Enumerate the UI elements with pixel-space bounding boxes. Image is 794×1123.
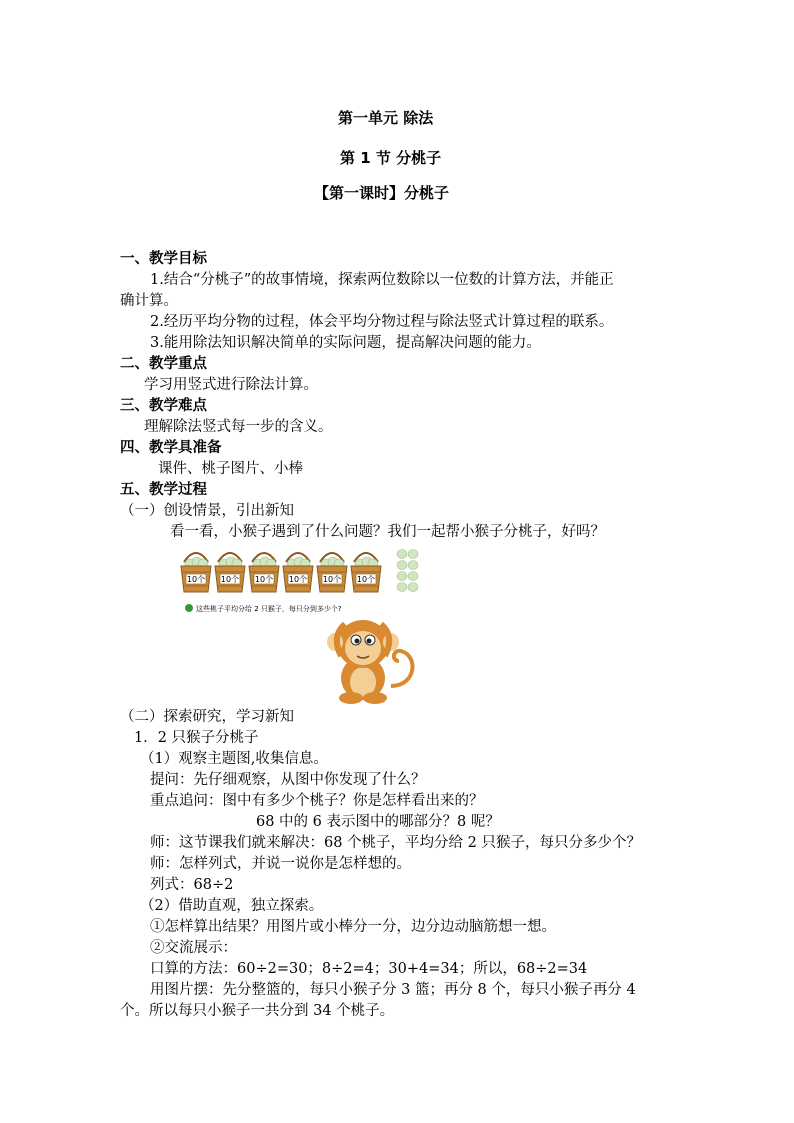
line-mental-method: 口算的方法：60÷2=30；8÷2=4；30+4=34；所以，68÷2=34 xyxy=(150,961,588,977)
line-ask: 提问：先仔细观察，从图中你发现了什么？ xyxy=(150,772,426,788)
key-point-text: 学习用竖式进行除法计算。 xyxy=(144,377,318,393)
materials-text: 课件、桃子图片、小棒 xyxy=(158,461,303,477)
figure-caption: 这些桃子平均分给 2 只猴子，每只分到多少个? xyxy=(196,605,342,613)
basket-label: 10个 xyxy=(186,575,206,584)
goal-2: 2.经历平均分物的过程，体会平均分物过程与除法竖式计算过程的联系。 xyxy=(150,314,614,330)
caption-bullet-icon xyxy=(185,604,193,612)
heading-key-point: 二、教学重点 xyxy=(120,356,207,372)
line-picture-method-1: 用图片摆：先分整篮的，每只小猴子分 3 篮；再分 8 个，每只小猴子再分 4 xyxy=(150,982,636,998)
goal-3: 3.能用除法知识解决简单的实际问题，提高解决问题的能力。 xyxy=(150,335,541,351)
heading-difficulty: 三、教学难点 xyxy=(120,398,207,414)
goal-1-line-2: 确计算。 xyxy=(120,293,178,309)
basket-label: 10个 xyxy=(220,575,240,584)
heading-process: 五、教学过程 xyxy=(120,482,207,498)
goal-1-line-1: 1.结合“分桃子”的故事情境，探索两位数除以一位数的计算方法，并能正 xyxy=(150,272,614,288)
line-formula: 列式：68÷2 xyxy=(150,877,234,893)
heading-materials: 四、教学具准备 xyxy=(120,440,222,456)
baskets-group xyxy=(181,553,381,592)
basket-icon xyxy=(249,553,279,592)
heading-teaching-goals: 一、教学目标 xyxy=(120,251,207,267)
sub-2-title: （2）借助直观，独立探索。 xyxy=(140,898,324,914)
basket-label: 10个 xyxy=(254,575,274,584)
section-title: 第 1 节 分桃子 xyxy=(340,149,442,167)
line-teacher-2: 师：怎样列式，并说一说你是怎样想的。 xyxy=(150,856,411,872)
basket-icon xyxy=(181,553,211,592)
lesson-title: 【第一课时】分桃子 xyxy=(314,184,450,202)
basket-icon xyxy=(215,553,245,592)
basket-icon xyxy=(317,553,347,592)
peach-icon xyxy=(397,550,407,559)
monkey-icon xyxy=(327,620,412,704)
line-key-question: 重点追问：图中有多少个桃子？你是怎样看出来的？ xyxy=(150,793,484,809)
sub-1-title: （1）观察主题图,收集信息。 xyxy=(140,751,328,767)
peach-icon xyxy=(408,561,418,570)
part-2-heading: （二）探索研究，学习新知 xyxy=(120,709,294,725)
line-picture-method-2: 个。所以每只小猴子一共分到 34 个桃子。 xyxy=(120,1003,395,1019)
peach-basket-illustration xyxy=(176,546,436,706)
part-1-text: 看一看，小猴子遇到了什么问题？我们一起帮小猴子分桃子，好吗？ xyxy=(170,524,605,540)
difficulty-text: 理解除法竖式每一步的含义。 xyxy=(144,419,333,435)
line-question-1: ①怎样算出结果？用图片或小棒分一分，边分边动脑筋想一想。 xyxy=(150,919,556,935)
item-1-title: 1．2 只猴子分桃子 xyxy=(134,730,259,746)
peach-icon xyxy=(408,572,418,581)
basket-label: 10个 xyxy=(322,575,342,584)
part-1-heading: （一）创设情景，引出新知 xyxy=(120,503,294,519)
basket-icon xyxy=(351,553,381,592)
loose-peaches-group xyxy=(397,550,418,592)
peach-icon xyxy=(397,561,407,570)
peach-icon xyxy=(397,572,407,581)
line-teacher-1: 师：这节课我们就来解决：68 个桃子，平均分给 2 只猴子，每只分多少个？ xyxy=(150,835,642,851)
peach-icon xyxy=(397,583,407,592)
line-question-2: ②交流展示： xyxy=(150,940,237,956)
peach-icon xyxy=(408,550,418,559)
unit-title: 第一单元 除法 xyxy=(338,109,434,127)
peach-icon xyxy=(408,583,418,592)
basket-label: 10个 xyxy=(288,575,308,584)
basket-icon xyxy=(283,553,313,592)
basket-label: 10个 xyxy=(356,575,376,584)
line-68-question: 68 中的 6 表示图中的哪部分？8 呢？ xyxy=(256,814,500,830)
